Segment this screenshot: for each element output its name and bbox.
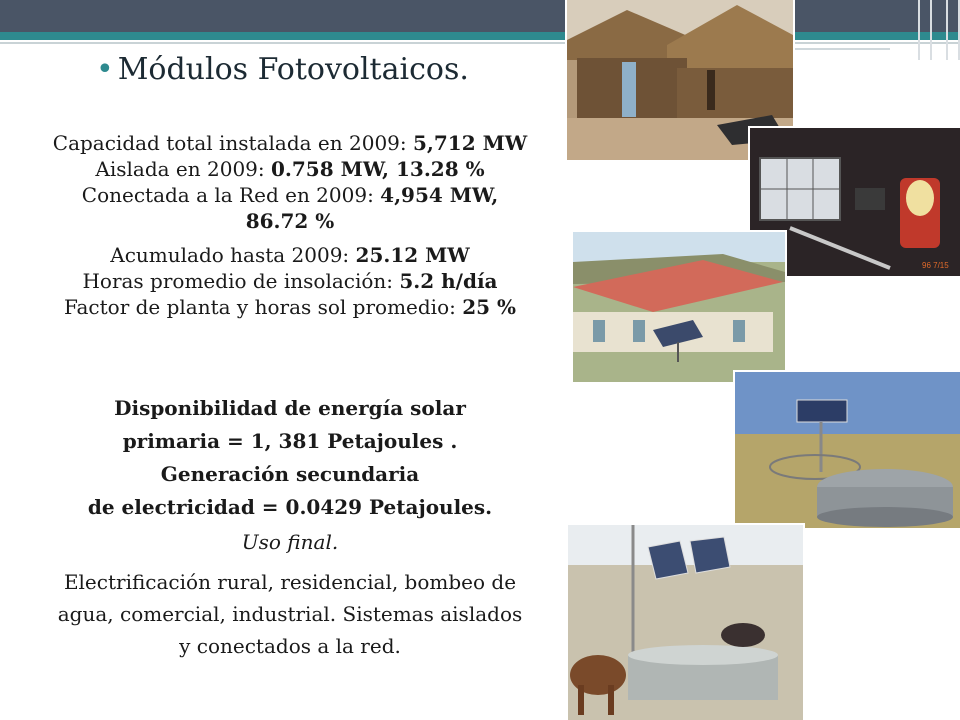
photo-solar-pump-cattle	[568, 525, 803, 720]
isolated-value: 0.758 MW, 13.28 %	[270, 157, 485, 181]
header-accent-stripe	[0, 32, 960, 40]
header-band	[0, 0, 960, 32]
photo-house-solar-panel	[573, 232, 785, 382]
grid-percent-line	[10, 208, 570, 234]
cumulative-line	[10, 242, 570, 268]
cumulative-label: Acumulado hasta 2009:	[110, 243, 356, 267]
grid-percent: 86.72 %	[245, 209, 335, 233]
capacity-value: 5,712 MW	[413, 131, 528, 155]
usage-line-1: Electrificación rural, residencial, bombeo de	[63, 570, 517, 594]
isolated-line	[10, 156, 570, 182]
usage-title: Uso final.	[241, 530, 339, 554]
title-text: Módulos Fotovoltaicos.	[117, 52, 469, 87]
summary-line-1: Disponibilidad de energía solar	[114, 396, 466, 420]
energy-summary	[10, 392, 570, 524]
slide-title	[96, 52, 536, 87]
grid-line	[10, 182, 570, 208]
date-stamp: 96 7/15	[922, 261, 949, 270]
cumulative-value: 25.12 MW	[355, 243, 470, 267]
corner-ornament	[918, 0, 960, 60]
title-bullet: •	[96, 52, 114, 87]
grid-label: Conectada a la Red en 2009:	[81, 183, 381, 207]
plant-factor-value: 25 %	[462, 295, 517, 319]
plant-factor-label: Factor de planta y horas sol promedio:	[63, 295, 463, 319]
summary-line-2: primaria = 1, 381 Petajoules .	[122, 429, 458, 453]
summary-line-4: de electricidad = 0.0429 Petajoules.	[87, 495, 493, 519]
isolated-label: Aislada en 2009:	[95, 157, 271, 181]
decorative-line	[790, 48, 890, 50]
statistics-block	[10, 130, 570, 320]
grid-value: 4,954 MW,	[380, 183, 499, 207]
capacity-label: Capacidad total instalada en 2009:	[52, 131, 413, 155]
capacity-line	[10, 130, 570, 156]
photo-solar-water-tank	[735, 372, 960, 528]
insolation-value: 5.2 h/día	[399, 269, 498, 293]
summary-line-3: Generación secundaria	[160, 462, 420, 486]
insolation-line	[10, 268, 570, 294]
plant-factor-line	[10, 294, 570, 320]
usage-line-2: agua, comercial, industrial. Sistemas aislados	[57, 602, 523, 626]
usage-description	[10, 566, 570, 662]
usage-line-3: y conectados a la red.	[179, 634, 401, 658]
header-divider	[0, 42, 960, 44]
insolation-label: Horas promedio de insolación:	[82, 269, 400, 293]
